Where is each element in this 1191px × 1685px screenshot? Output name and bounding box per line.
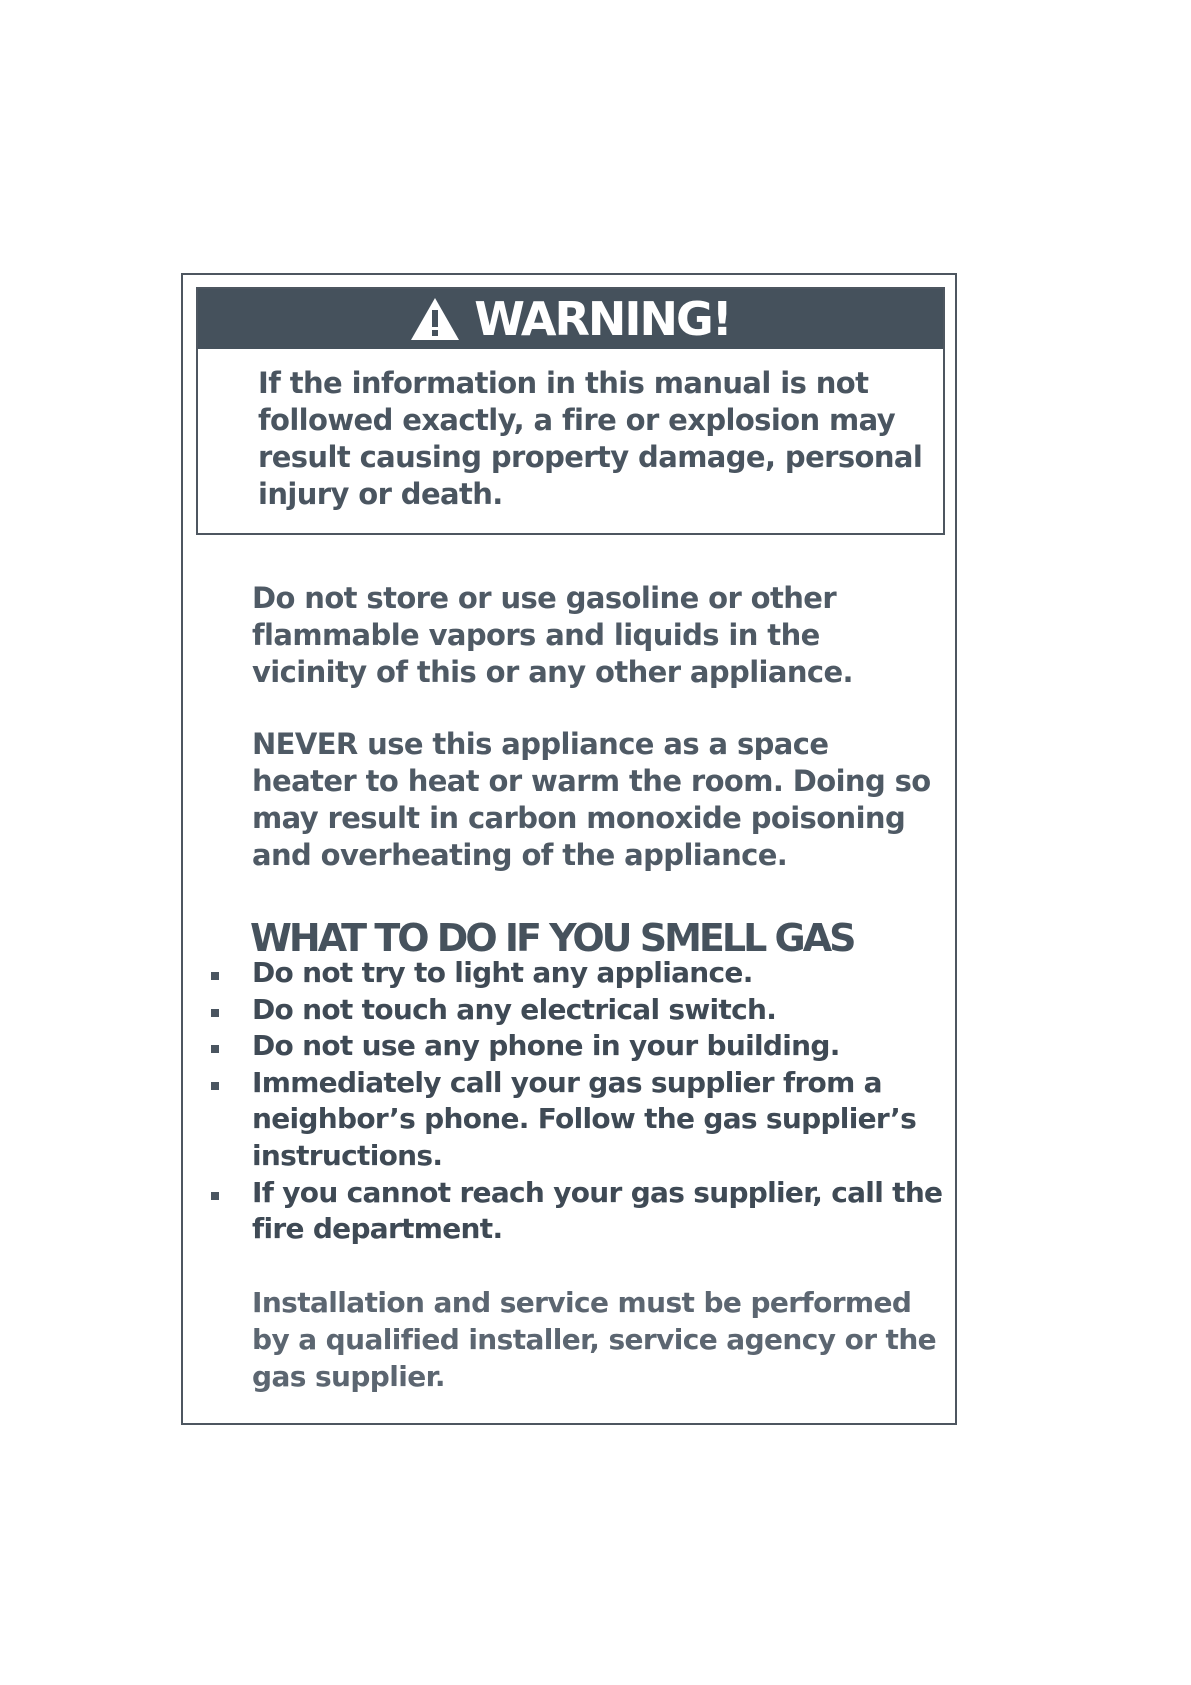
list-item-text: Do not touch any electrical switch. [252, 992, 777, 1026]
list-item-text: Do not try to light any appliance. [252, 956, 753, 989]
gas-smell-heading: WHAT TO DO IF YOU SMELL GAS [250, 916, 854, 960]
square-bullet-icon [211, 1192, 219, 1200]
list-item-text: If you cannot reach your gas supplier, call the fire department. [252, 1175, 943, 1246]
list-item [208, 955, 948, 992]
gas-smell-list [208, 955, 948, 1248]
list-item [208, 992, 948, 1029]
square-bullet-icon [211, 1045, 219, 1053]
warning-box [196, 287, 945, 535]
list-item-text: Immediately call your gas supplier from a neighbor’s phone. Follow the gas supplier’s instructions. [252, 1065, 917, 1172]
list-item [208, 1028, 948, 1065]
list-item [208, 1175, 948, 1248]
warning-triangle-icon [410, 297, 460, 341]
square-bullet-icon [211, 1082, 219, 1090]
space-heater-warning-paragraph: NEVER use this appliance as a space heater to heat or warm the room. Doing so may result in carbon monoxide poisoning and overheating of the appliance. [252, 727, 931, 872]
warning-header [198, 289, 943, 349]
list-item [208, 1065, 948, 1175]
warning-text: If the information in this manual is not followed exactly, a fire or explosion may result causing property damage, personal injury or death. [258, 366, 923, 511]
square-bullet-icon [211, 972, 219, 980]
storage-warning-paragraph: Do not store or use gasoline or other flammable vapors and liquids in the vicinity of this or any other appliance. [252, 581, 853, 689]
list-item-text: Do not use any phone in your building. [252, 1029, 840, 1063]
installation-notice: Installation and service must be performed by a qualified installer, service agency or the gas supplier. [252, 1286, 937, 1393]
square-bullet-icon [211, 1009, 219, 1017]
warning-title: WARNING! [474, 292, 731, 346]
